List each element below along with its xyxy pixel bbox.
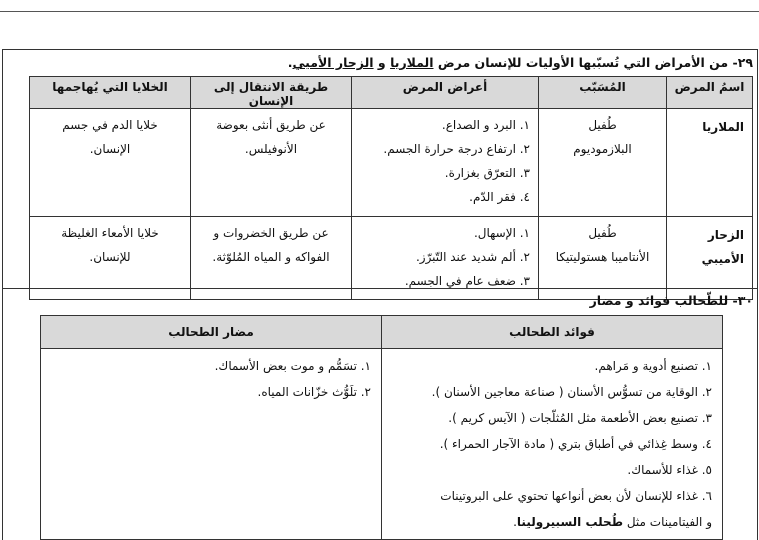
question-29-number: ٢٩- bbox=[732, 55, 753, 70]
harm-item: ٢. تلَوُّث خزّانات المياه. bbox=[257, 385, 371, 399]
question-29-connector: و bbox=[377, 55, 386, 70]
top-rule bbox=[0, 11, 759, 12]
symptom-item: ٤. فقر الدّم. bbox=[469, 190, 530, 204]
benefit-item-continued bbox=[392, 509, 712, 535]
symptoms-cell bbox=[352, 109, 539, 217]
cause-line: طُفيل bbox=[588, 118, 617, 132]
benefits-cell bbox=[382, 349, 723, 540]
table-row bbox=[30, 109, 753, 217]
question-29-text: من الأمراض التي تُسبّبها الأوليات للإنسان مرض bbox=[437, 55, 729, 70]
cause-line: طُفيل bbox=[588, 226, 617, 240]
symptom-item: ٢. ألم شديد عند التّبرّز. bbox=[415, 250, 530, 264]
transmission-line: عن طريق أنثى بعوضة bbox=[216, 118, 326, 132]
symptom-item: ٣. ضعف عام في الجسم. bbox=[404, 274, 530, 288]
transmission-cell bbox=[191, 109, 352, 217]
benefit-item: ١. تصنيع أدوية و مَراهم. bbox=[594, 359, 712, 373]
header-target-cells: الخلايا التي يُهاجمها bbox=[30, 77, 191, 109]
benefit-item: ٤. وسط غِذائي في أطباق بتري ( مادة الآجار الحمراء ). bbox=[439, 437, 712, 451]
benefit-item: ٦. غذاء للإنسان لأن بعض أنواعها تحتوي على البروتينات bbox=[440, 489, 712, 503]
benefit-6-end: . bbox=[513, 515, 517, 529]
algae-table bbox=[40, 315, 723, 540]
target-cells-cell bbox=[30, 109, 191, 217]
question-29-end: . bbox=[287, 55, 293, 70]
benefit-item: ٥. غذاء للأسماك. bbox=[627, 463, 712, 477]
symptom-item: ١. الإسهال. bbox=[473, 226, 530, 240]
transmission-line: عن طريق الخضروات و bbox=[213, 226, 329, 240]
header-disease-name: اسمُ المرض bbox=[667, 77, 753, 109]
benefit-item: ٢. الوقاية من تسوُّس الأسنان ( صناعة معاجين الأسنان ). bbox=[431, 385, 712, 399]
harm-item: ١. تسَمُّم و موت بعض الأسماك. bbox=[214, 359, 371, 373]
cells-line: للإنسان. bbox=[89, 250, 131, 264]
disease-2-name: الزحار الأميي bbox=[292, 55, 374, 70]
header-transmission: طريقة الانتقال إلى الإنسان bbox=[191, 77, 352, 109]
disease-name-cell: الملاريا bbox=[667, 109, 753, 217]
cells-line: خلايا الأمعاء الغليظة bbox=[61, 226, 159, 240]
section-divider bbox=[2, 288, 758, 289]
benefit-6-continued: و الفيتامينات مثل bbox=[626, 515, 712, 529]
harms-cell bbox=[41, 349, 382, 540]
cells-line: خلايا الدم في جسم bbox=[62, 118, 158, 132]
question-30-title: ٣٠- للطّحالب فوائد و مضار bbox=[589, 293, 753, 308]
header-benefits: فوائد الطحالب bbox=[382, 316, 723, 349]
symptom-item: ٣. التعرّق بغزارة. bbox=[444, 166, 530, 180]
cause-line: البلازموديوم bbox=[573, 142, 632, 156]
disease-name-cell: الزحار الأميبي bbox=[667, 217, 753, 300]
transmission-line: الأنوفيلس. bbox=[244, 142, 298, 156]
disease-1-name: الملاريا bbox=[390, 55, 434, 70]
table-row bbox=[41, 349, 723, 540]
symptom-item: ٢. ارتفاع درجة حرارة الجسم. bbox=[383, 142, 530, 156]
diseases-table-header bbox=[30, 77, 753, 109]
header-cause: المُسَبّب bbox=[539, 77, 667, 109]
cause-line: الأنتاميبا هستوليتيكا bbox=[555, 250, 650, 264]
cells-line: الإنسان. bbox=[89, 142, 131, 156]
transmission-line: الفواكه و المياه المُلوّثة. bbox=[212, 250, 330, 264]
benefit-item: ٣. تصنيع بعض الأطعمة مثل المُثلّجات ( الآيس كريم ). bbox=[448, 411, 712, 425]
diseases-table bbox=[29, 76, 753, 300]
symptom-item: ١. البرد و الصداع. bbox=[441, 118, 530, 132]
header-symptoms: أعراض المرض bbox=[352, 77, 539, 109]
cause-cell bbox=[539, 109, 667, 217]
header-harms: مضار الطحالب bbox=[41, 316, 382, 349]
algae-table-header bbox=[41, 316, 723, 349]
spirulina-name: طُحلب السبيرولينا bbox=[516, 515, 624, 529]
question-29 bbox=[288, 55, 753, 70]
